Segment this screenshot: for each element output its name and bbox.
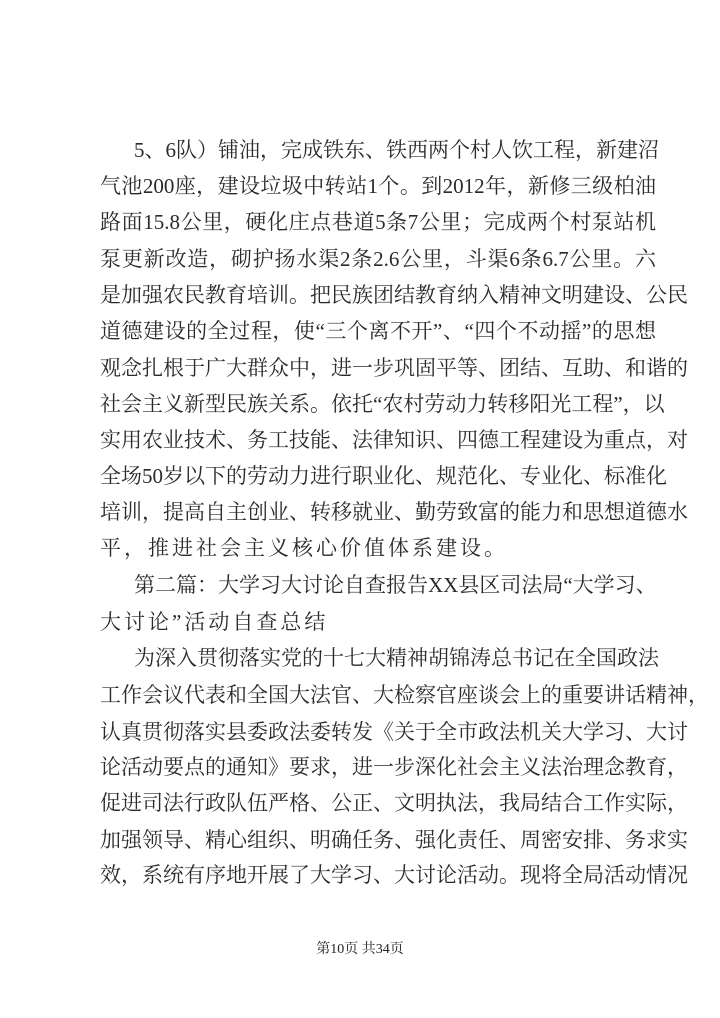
text-line: 实用农业技术、务工技能、法律知识、四德工程建设为重点，对 bbox=[100, 428, 688, 452]
text-line: 加强领导、精心组织、明确任务、强化责任、周密安排、务求实 bbox=[100, 828, 688, 852]
text-line: 路面15.8公里，硬化庄点巷道5条7公里；完成两个村泵站机 bbox=[100, 210, 656, 234]
text-line: 效，系统有序地开展了大学习、大讨论活动。现将全局活动情况 bbox=[100, 863, 688, 887]
text-line: 为深入贯彻落实党的十七大精神胡锦涛总书记在全国政法 bbox=[134, 646, 659, 670]
page-number: 第10页 共34页 bbox=[316, 942, 404, 957]
section-heading: 大讨论”活动自查总结 bbox=[100, 610, 329, 634]
section-heading: 第二篇：大学习大讨论自查报告XX县区司法局“大学习、 bbox=[134, 573, 657, 597]
text-line: 促进司法行政队伍严格、公正、文明执法，我局结合工作实际， bbox=[100, 791, 688, 815]
text-line: 工作会议代表和全国大法官、大检察官座谈会上的重要讲话精神， bbox=[100, 683, 709, 707]
text-line: 5、6队）铺油，完成铁东、铁西两个村人饮工程，新建沼 bbox=[134, 138, 659, 162]
text-line: 泵更新改造，砌护扬水渠2条2.6公里，斗渠6条6.7公里。六 bbox=[100, 247, 656, 271]
text-line: 平，推进社会主义核心价值体系建设。 bbox=[100, 536, 508, 560]
text-line: 气池200座，建设垃圾中转站1个。到2012年，新修三级柏油 bbox=[100, 174, 656, 198]
text-line: 观念扎根于广大群众中，进一步巩固平等、团结、互助、和谐的 bbox=[100, 356, 688, 380]
text-line: 论活动要点的通知》要求，进一步深化社会主义法治理念教育， bbox=[100, 755, 688, 779]
text-line: 社会主义新型民族关系。依托“农村劳动力转移阳光工程”，以 bbox=[100, 392, 665, 416]
text-line: 培训，提高自主创业、转移就业、勤劳致富的能力和思想道德水 bbox=[100, 500, 688, 524]
text-line: 认真贯彻落实县委政法委转发《关于全市政法机关大学习、大讨 bbox=[100, 720, 688, 744]
text-line: 全场50岁以下的劳动力进行职业化、规范化、专业化、标准化 bbox=[100, 464, 667, 488]
text-line: 道德建设的全过程，使“三个离不开”、“四个不动摇”的思想 bbox=[100, 319, 656, 343]
text-line: 是加强农民教育培训。把民族团结教育纳入精神文明建设、公民 bbox=[100, 283, 688, 307]
